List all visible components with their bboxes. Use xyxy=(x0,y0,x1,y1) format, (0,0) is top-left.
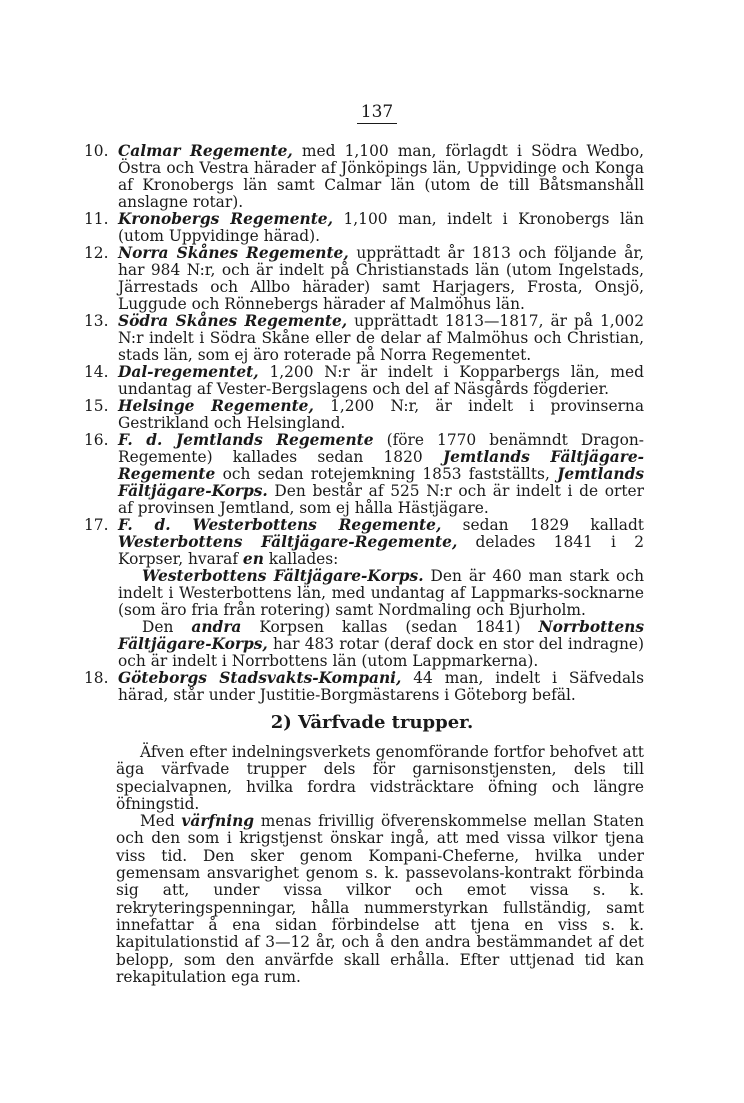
item-number: 14. xyxy=(84,363,109,381)
italic-title: Westerbottens Fältjägare-Regemente, xyxy=(118,533,458,551)
item-text xyxy=(118,245,644,313)
text-run: kallades: xyxy=(263,550,339,568)
italic-title: F. d. Jemtlands Regemente xyxy=(118,431,374,449)
text-run: menas frivillig öfverenskommelse mellan Staten och den som i krigstjenst önskar ingå, att med vissa vilkor tjena viss tid. Den sker genom Kompani-Cheferne, hvilka under gemensam ansvarighet genom s. k. passevolans-kontrakt förbinda sig att, under vissa vilkor och emot vissa s. k. rekryteringspenningar, hålla nummerstyrkan fullständig, samt innefattar å ena sidan förbindelse att tjena en viss s. k. kapitulationstid af 3—12 år, och å den andra bestämmandet af det belopp, som den anvärfde skall erhålla. Efter uttjenad tid kan rekapitulation ega rum. xyxy=(116,812,644,986)
item-text xyxy=(118,517,644,568)
list-item xyxy=(84,211,644,245)
text-run: och sedan rotejemkning 1853 fastställts, xyxy=(215,465,558,483)
item-number: 18. xyxy=(84,669,109,687)
italic-title: Södra Skånes Regemente, xyxy=(118,312,348,330)
list-item xyxy=(84,670,644,704)
italic-title: Norrbottens Fältjägare-Korps, xyxy=(118,618,644,653)
text-run: sedan 1829 kalladt xyxy=(441,516,644,534)
item-text xyxy=(118,670,644,704)
list-item xyxy=(84,517,644,568)
list-item xyxy=(84,364,644,398)
list-item xyxy=(84,432,644,517)
body-paragraph xyxy=(116,813,644,986)
sub-paragraph xyxy=(84,619,644,670)
list-item xyxy=(84,313,644,364)
italic-title: Göteborgs Stadsvakts-Kompani, xyxy=(118,669,402,687)
text-run: Korpsen kallas (sedan 1841) xyxy=(241,618,539,636)
item-number: 15. xyxy=(84,397,109,415)
italic-title: Calmar Regemente, xyxy=(118,142,293,160)
item-text xyxy=(118,398,644,432)
italic-title: Dal-regementet, xyxy=(118,363,259,381)
text-run: har 483 rotar (deraf dock en stor del indragne) och är indelt i Norrbottens län (utom Lappmarkerna). xyxy=(118,635,644,670)
italic-title: Jemtlands Fältjägare-Korps. xyxy=(118,465,644,500)
italic-title: Norra Skånes Regemente, xyxy=(118,244,349,262)
text-run: Den är 460 man stark och indelt i Westerbottens län, med undantag af Lappmarks-socknarne (som äro fria från rotering) samt Nordmaling och Bjurholm. xyxy=(118,567,644,619)
italic-title: andra xyxy=(191,618,242,636)
italic-title: Kronobergs Regemente, xyxy=(118,210,333,228)
sub-paragraph xyxy=(84,568,644,619)
text-run: 1,200 N:r är indelt i Kopparbergs län, med undantag af Vester-Bergslagens och del af Näsgårds fögderier. xyxy=(118,363,644,398)
item-text xyxy=(118,211,644,245)
italic-title: Helsinge Regemente, xyxy=(118,397,314,415)
italic-title: Westerbottens Fältjägare-Korps. xyxy=(142,567,424,585)
list-item xyxy=(84,245,644,313)
text-run: 1,200 N:r, är indelt i provinserna Gestrikland och Helsingland. xyxy=(118,397,644,432)
item-text xyxy=(118,364,644,398)
text-run: (före 1770 benämndt Dragon-Regemente) kallades sedan 1820 xyxy=(118,431,644,466)
section-heading: 2) Värfvade trupper. xyxy=(270,712,474,733)
text-run: Äfven efter indelningsverkets genomförande fortfor behofvet att äga värfvade trupper dels för garnisonstjensten, dels till specialvapnen, hvilka fordra vidsträcktare öfning och längre öfningstid. xyxy=(116,743,644,813)
italic-title: Jemtlands Fältjägare-Regemente xyxy=(118,448,644,483)
body-paragraph xyxy=(116,744,644,813)
item-number: 13. xyxy=(84,312,109,330)
item-number: 12. xyxy=(84,244,109,262)
text-run: 44 man, indelt i Säfvedals härad, står under Justitie-Borgmästarens i Göteborg befäl. xyxy=(118,669,644,704)
list-item xyxy=(84,398,644,432)
body-text xyxy=(116,744,644,986)
item-number: 17. xyxy=(84,516,109,534)
text-run: upprättadt 1813—1817, är på 1,002 N:r indelt i Södra Skåne eller de delar af Malmöhus och Christian, stads län, som ej äro roterade på Norra Regementet. xyxy=(118,312,645,364)
item-number: 16. xyxy=(84,431,109,449)
regiment-list xyxy=(84,143,644,704)
italic-title: värfning xyxy=(181,812,255,831)
italic-title: F. d. Westerbottens Regemente, xyxy=(118,516,442,534)
page-number: 137 xyxy=(0,102,744,124)
text-run: Den xyxy=(142,618,192,636)
item-number: 10. xyxy=(84,142,109,160)
text-run: delades 1841 i 2 Korpser, hvaraf xyxy=(118,533,644,568)
text-run: 1,100 man, indelt i Kronobergs län (utom Uppvidinge härad). xyxy=(118,210,644,245)
italic-title: en xyxy=(242,550,264,568)
item-number: 11. xyxy=(84,210,109,228)
item-text xyxy=(118,313,644,364)
text-run: Med xyxy=(140,812,182,831)
text-run: upprättadt år 1813 och följande år, har 984 N:r, och är indelt på Christianstads län (utom Ingelstads, Järrestads och Allbo härader) samt Harjagers, Frosta, Onsjö, Luggude och Rönnebergs härader af Malmöhus län. xyxy=(118,244,644,313)
item-text xyxy=(118,432,644,517)
list-item xyxy=(84,143,644,211)
text-run: med 1,100 man, förlagdt i Södra Wedbo, Östra och Vestra härader af Jönköpings län, Uppvidinge och Konga af Kronobergs län samt Calmar län (utom de till Båtsmanshåll anslagne rotar). xyxy=(118,142,644,211)
item-text xyxy=(118,143,644,211)
text-run: Den består af 525 N:r och är indelt i de orter af provinsen Jemtland, som ej hålla Hästjägare. xyxy=(118,482,644,517)
